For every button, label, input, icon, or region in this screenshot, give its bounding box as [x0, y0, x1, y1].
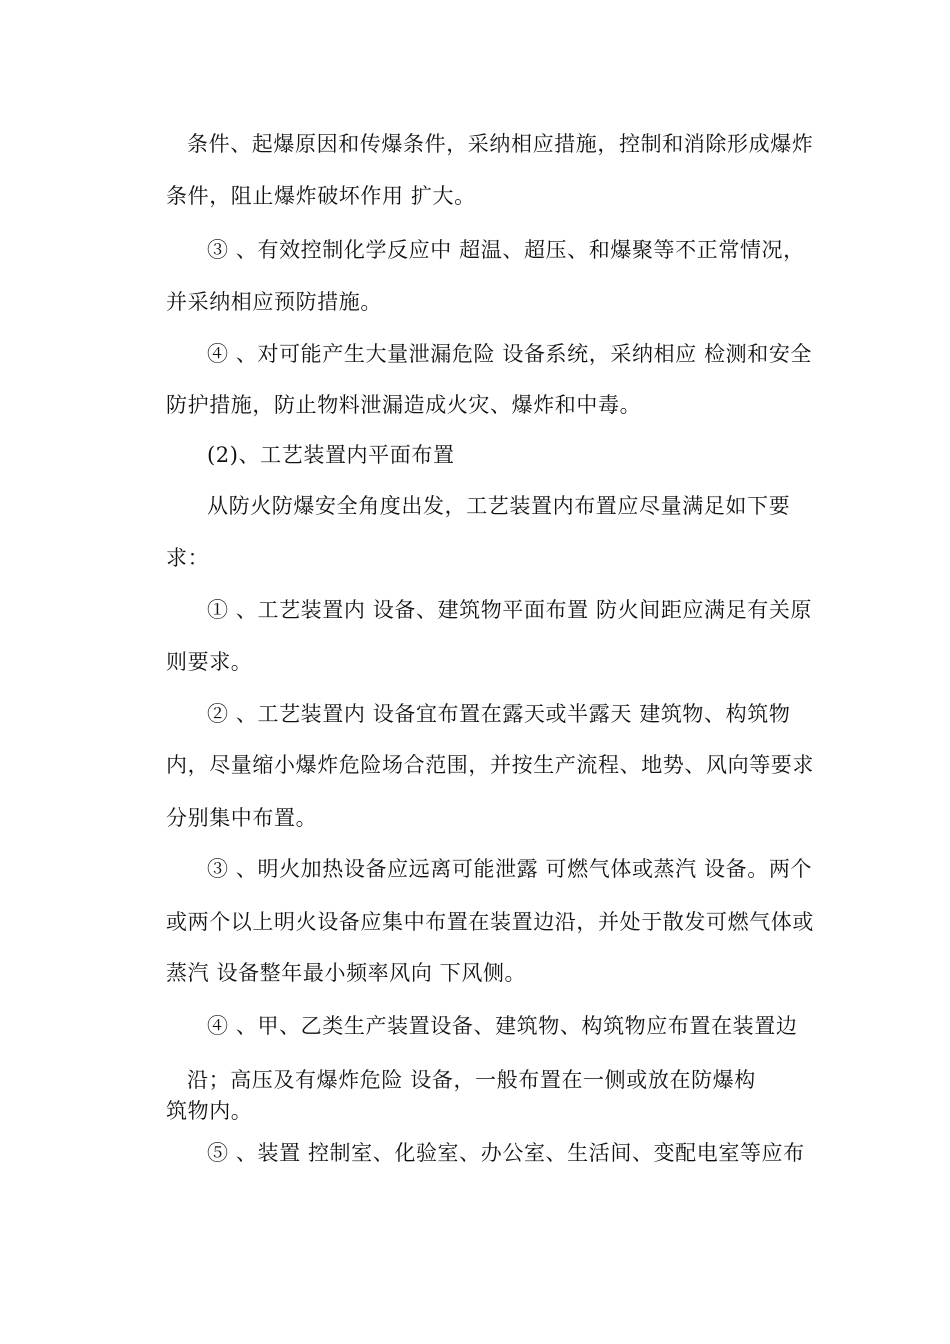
- text-line: ② 、工艺装置内 设备宜布置在露天或半露天 建筑物、构筑物: [207, 702, 791, 726]
- text-line: 并采纳相应预防措施。: [166, 290, 382, 314]
- text-line: 筑物内。: [166, 1099, 253, 1123]
- text-line: ④ 、对可能产生大量泄漏危险 设备系统，采纳相应 检测和安全: [207, 342, 813, 366]
- text-line: 条件、起爆原因和传爆条件，采纳相应措施，控制和消除形成爆炸: [187, 132, 814, 156]
- text-line: 则要求。: [166, 650, 253, 674]
- text-line: ④ 、甲、乙类生产装置设备、建筑物、构筑物应布置在装置边: [207, 1014, 798, 1038]
- text-line: 沿；高压及有爆炸危险 设备，一般布置在一侧或放在防爆构: [187, 1068, 756, 1092]
- text-line: ③ 、明火加热设备应远离可能泄露 可燃气体或蒸汽 设备。两个: [207, 857, 813, 881]
- text-line: 求：: [166, 546, 210, 570]
- text-line: ③ 、有效控制化学反应中 超温、超压、和爆聚等不正常情况，: [207, 238, 805, 262]
- text-line: 或两个以上明火设备应集中布置在装置边沿，并处于散发可燃气体或: [166, 910, 814, 934]
- text-line: 内，尽量缩小爆炸危险场合范围，并按生产流程、地势、风向等要求: [166, 753, 814, 777]
- text-line: 蒸汽 设备整年最小频率风向 下风侧。: [166, 961, 527, 985]
- text-line: 防护措施，防止物料泄漏造成火灾、爆炸和中毒。: [166, 393, 642, 417]
- text-line: ① 、工艺装置内 设备、建筑物平面布置 防火间距应满足有关原: [207, 598, 813, 622]
- section-heading: (2)、工艺装置内平面布置: [207, 443, 455, 467]
- text-line: ⑤ 、装置 控制室、化验室、办公室、生活间、变配电室等应布: [207, 1141, 805, 1165]
- text-line: 从防火防爆安全角度出发，工艺装置内布置应尽量满足如下要: [207, 494, 791, 518]
- text-line: 分别集中布置。: [166, 806, 318, 830]
- text-line: 条件，阻止爆炸破坏作用 扩大。: [166, 184, 476, 208]
